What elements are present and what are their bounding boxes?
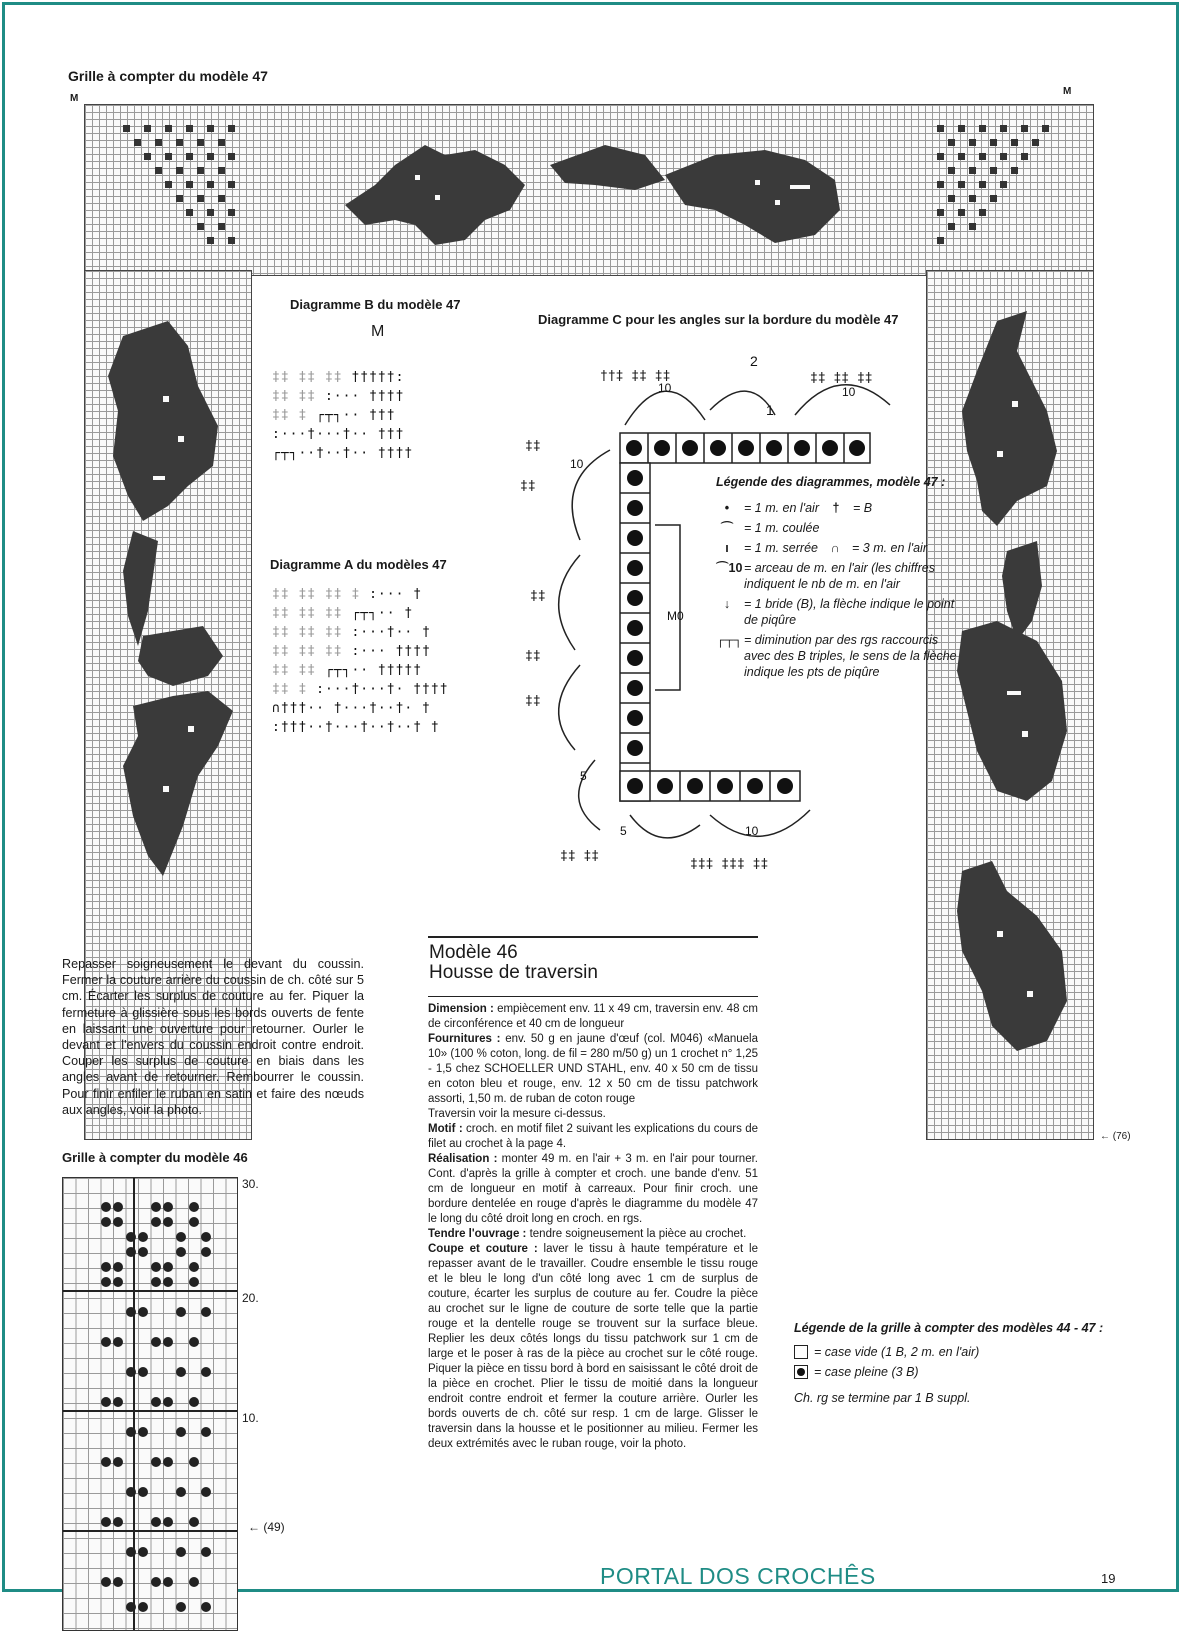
chain-arch-icon: ⌒10 xyxy=(716,561,743,575)
paragraph-text: monter 49 m. en l'air + 3 m. en l'air pour tourner. Cont. d'après la grille à compter et croch. une bande d'env. 51 cm de longueur en motif à carreaux. Pour finir croch. une bordure dentelée en rouge d'après le diagramme du modèle 47 le long du côté droit long en croch. en rgs. xyxy=(428,1153,758,1225)
treble-symbol-icon: † xyxy=(832,501,840,515)
diagB-marker: M xyxy=(371,323,385,340)
page-number: 19 xyxy=(1101,1571,1116,1586)
legend-grid-full-text: = case pleine (3 B) xyxy=(814,1365,919,1379)
model46-divider xyxy=(428,936,758,938)
chart47-marker-right: M xyxy=(1063,86,1072,97)
svg-text:‡‡: ‡‡ xyxy=(525,439,541,454)
watermark: PORTAL DOS CROCHÊS xyxy=(600,1563,876,1589)
diagC-label-0: 10 xyxy=(658,381,672,395)
legend-grid xyxy=(794,1320,1154,1406)
svg-text:‡‡: ‡‡ xyxy=(530,589,546,604)
model46-paragraph xyxy=(428,1122,758,1152)
legend47-item-extra: = B xyxy=(853,501,873,515)
picot-icon: ∩ xyxy=(830,541,840,555)
full-cell-icon xyxy=(794,1365,808,1379)
legend47-item xyxy=(716,560,961,592)
legend47-item-text: = 1 m. serrée xyxy=(744,541,818,555)
model46-divider-2 xyxy=(428,996,758,997)
model46-title xyxy=(429,943,598,983)
diagC-label-3: 10 xyxy=(842,385,856,399)
paragraph-label: Fournitures : xyxy=(428,1033,501,1045)
dot-symbol-icon: • xyxy=(724,501,730,515)
model46-paragraph xyxy=(428,1002,758,1032)
paragraph-text: laver le tissu à haute température et le repasser avant de le travailler. Coudre ensemble le tissu rouge et le bleu le long d'un côté long avec 1 cm de surplus de couture, écarter les surplus de couture au fer. Coudre la pièce au crochet sur le ligne de couture de sorte telle que la partie rouge et la dentelle rouge se trouvent sur la surface bleue. Replier les deux côtés longs du tissu patchwork sur 1 cm de large et le poser à ras de la pièce au crochet sur le côté rouge. Piquer la pièce en tissu bord à bord en saisissant le côté droit de la pièce en crochet. Plier le tissu de moitié dans la longueur endroit contre endroit et fermer la couture arrière. Ourler les bords ouverts de ch. côté sur resp. 1 cm de large. Glisser le traversin dans la housse et le positionner au milieu. Fermer les deux extrémités avec le ruban rouge, voir la photo. xyxy=(428,1243,758,1450)
diagC-label-6: 5 xyxy=(580,769,587,783)
paragraph-text: Traversin voir la mesure ci-dessus. xyxy=(428,1108,606,1120)
diagC-label-7: 5 xyxy=(620,824,627,838)
model46-paragraph xyxy=(428,1152,758,1227)
legend47-item xyxy=(716,500,961,516)
paragraph-text: croch. en motif filet 2 suivant les explications du cours de filet au crochet à la page 4. xyxy=(428,1123,759,1150)
chart46-ref: ← (49) xyxy=(248,1520,285,1534)
legend47-item-text: = diminution par des rgs raccourcis avec des B triples, le sens de la flèche indique les pts de piqûre xyxy=(744,633,957,679)
corner-pattern-left xyxy=(113,121,253,261)
paragraph-label: Coupe et couture : xyxy=(428,1243,538,1255)
paragraph-text: empiècement env. 11 x 49 cm, traversin env. 48 cm de circonférence et 40 cm de longueur xyxy=(428,1003,759,1030)
paragraph-label: Motif : xyxy=(428,1123,463,1135)
diagC-title: Diagramme C pour les angles sur la bordure du modèle 47 xyxy=(538,312,899,327)
single-crochet-icon: ı xyxy=(725,541,729,555)
diagC-label-4: 10 xyxy=(570,457,584,471)
legend-grid-full xyxy=(794,1364,1154,1380)
legend47-item-text: = 1 m. coulée xyxy=(744,521,820,535)
slip-stitch-icon: ⌒ xyxy=(720,521,734,535)
chart47-ref: ← (76) xyxy=(1100,1131,1131,1142)
chart47-title: Grille à compter du modèle 47 xyxy=(68,68,268,84)
diagA-stitches: ‡‡ ‡‡ ‡‡ ‡ :··· † ‡‡ ‡‡ ‡‡ ┌┬┐·· † ‡‡ ‡‡ ‡‡ :···†·· † ‡‡ ‡‡ ‡‡ :··· †††† ‡‡ ‡‡ ┌┬┐·· ††††† ‡‡ ‡ :···†···†· †††† ∩†††·· †···†··†· † :†††··†···†··†··† † xyxy=(272,587,449,735)
empty-cell-icon xyxy=(794,1345,808,1359)
legend-grid-note: Ch. rg se termine par 1 B suppl. xyxy=(794,1391,971,1405)
diagC-label-1: 2 xyxy=(750,353,758,369)
chart47-right-column xyxy=(926,270,1094,1140)
paragraph-label: Réalisation : xyxy=(428,1153,498,1165)
model46-paragraph xyxy=(428,1032,758,1107)
legend47-item xyxy=(716,520,961,536)
legend47-item-extra: = 3 m. en l'air xyxy=(852,541,927,555)
legend47-item-text: = 1 bride (B), la flèche indique le point de piqûre xyxy=(744,597,955,627)
left-text: Repasser soigneusement le devant du coussin. Fermer la couture arrière du coussin de ch. côté sur 5 cm. Écarter les surplus de couture au fer. Piquer la fermeture à glissière sous les bords ouverts de fente en laissant une ouverture pour retourner. Ourler le devant et l'envers du coussin endroit contre endroit. Couper les surplus de couture en biais dans les angles avant de retourner. Rembourrer le coussin. Pour finir enfiler le ruban en satin et faire des nœuds aux angles, voir la photo. xyxy=(62,957,364,1117)
paragraph-label: Dimension : xyxy=(428,1003,494,1015)
model46-paragraph xyxy=(428,1107,758,1122)
legend47-item-text: = arceau de m. en l'air (les chiffres indiquent le nb de m. en l'air xyxy=(744,561,936,591)
diagC-label-5: M0 xyxy=(667,609,684,623)
legend47-item xyxy=(716,596,961,628)
decrease-icon: ┌┬┐ xyxy=(716,633,743,647)
legend-grid-title: Légende de la grille à compter des modèles 44 - 47 : xyxy=(794,1321,1104,1335)
model46-title-line1: Modèle 46 xyxy=(429,942,518,963)
svg-text:‡‡: ‡‡ xyxy=(525,694,541,709)
legend47-item xyxy=(716,632,961,680)
model46-paragraph xyxy=(428,1242,758,1452)
chart46-title: Grille à compter du modèle 46 xyxy=(62,1150,248,1165)
model46-title-line2: Housse de traversin xyxy=(429,962,598,983)
arrow-down-icon: ↓ xyxy=(723,597,731,611)
svg-text:‡‡: ‡‡ xyxy=(525,649,541,664)
paragraph-label: Tendre l'ouvrage : xyxy=(428,1228,527,1240)
paragraph-text: env. 50 g en jaune d'œuf (col. M046) «Manuela 10» (100 % coton, long. de fil = 280 m/50 g) un 1 crochet n° 1,25 - 1,5 chez SCHOELLER UND STAHL, env. 40 x 50 cm de tissu en coton bleu et rouge, env. 12 x 50 cm de tissu patchwork assorti, 1,50 m. de ruban de coton rouge xyxy=(428,1033,758,1105)
model46-body xyxy=(428,1002,758,1452)
model46-paragraph xyxy=(428,1227,758,1242)
diagB-stitches: ‡‡ ‡‡ ‡‡ †††††: ‡‡ ‡‡ :··· †††† ‡‡ ‡ ┌┬┐·· ††† :···†···†·· ††† ┌┬┐··†··†·· †††† xyxy=(272,370,414,461)
svg-text:††‡ ‡‡ ‡‡: ††‡ ‡‡ ‡‡ xyxy=(600,369,671,384)
legend-grid-empty-text: = case vide (1 B, 2 m. en l'air) xyxy=(814,1345,980,1359)
top-cats-motif xyxy=(335,125,855,255)
legend-grid-empty xyxy=(794,1344,1154,1360)
legend47-title: Légende des diagrammes, modèle 47 : xyxy=(716,475,946,489)
svg-text:‡‡‡ ‡‡‡ ‡‡: ‡‡‡ ‡‡‡ ‡‡ xyxy=(690,857,769,872)
corner-pattern-right xyxy=(927,121,1067,261)
diagA-title: Diagramme A du modèles 47 xyxy=(270,557,447,572)
svg-text:‡‡ ‡‡: ‡‡ ‡‡ xyxy=(560,849,600,864)
paragraph-text: tendre soigneusement la pièce au crochet. xyxy=(529,1228,747,1240)
legend47-item xyxy=(716,540,961,556)
diagB-title: Diagramme B du modèle 47 xyxy=(290,297,461,312)
diagC-label-8: 10 xyxy=(745,824,759,838)
chart46-motif xyxy=(62,1177,238,1627)
chart46-tick-30: 30. xyxy=(242,1177,259,1191)
chart47-marker-left: M xyxy=(70,93,79,104)
svg-text:‡‡: ‡‡ xyxy=(520,479,536,494)
diagC-label-2: 1 xyxy=(766,402,774,418)
legend47-item-text: = 1 m. en l'air xyxy=(744,501,819,515)
right-cats-motif xyxy=(937,311,1087,1131)
chart46-tick-10: 10. xyxy=(242,1411,259,1425)
legend47 xyxy=(716,474,961,684)
chart47-top-band xyxy=(84,104,1094,276)
chart46-tick-20: 20. xyxy=(242,1291,259,1305)
svg-text:‡‡ ‡‡ ‡‡: ‡‡ ‡‡ ‡‡ xyxy=(810,371,873,386)
